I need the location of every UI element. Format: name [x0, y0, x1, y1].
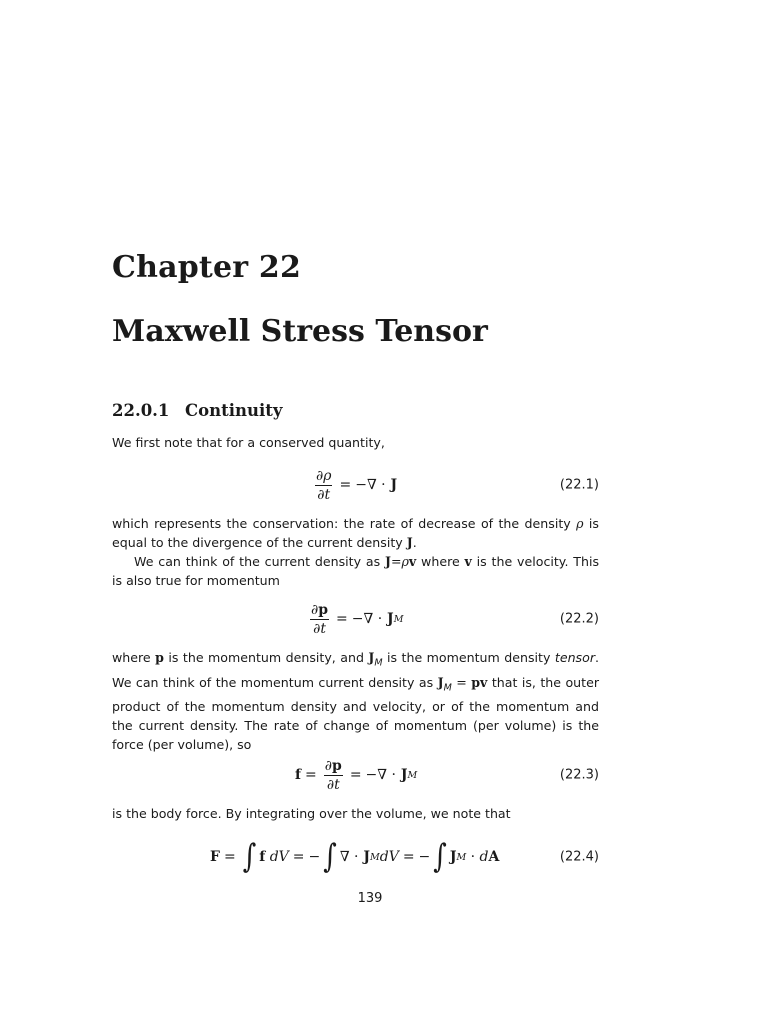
paragraph-body-force: is the body force. By integrating over the volume, we note that [112, 806, 511, 821]
equation-number: (22.1) [559, 477, 599, 493]
integral-sign: ∫ [433, 838, 447, 876]
equation-22-2 [112, 598, 599, 640]
paragraph-current-density: We can think of the current density as J=ρv where v is the velocity. This is also true for momentum [112, 554, 600, 588]
section-number: 22.0.1 [112, 401, 170, 420]
equation-body: $\frac{\partial\rho}{\partial t}$ = −∇ · J [316, 467, 398, 503]
chapter-label: Chapter 22 [112, 250, 302, 285]
page-number: 139 [357, 891, 383, 906]
chapter-title: Maxwell Stress Tensor [112, 314, 488, 349]
paragraph-conservation: which represents the conservation: the rate of decrease of the density ρ is equal to the divergence of the current density J. [112, 516, 599, 550]
equation-22-1 [112, 464, 599, 506]
integral-sign: ∫ [323, 838, 337, 876]
section-title: Continuity [185, 401, 283, 420]
paragraph-intro: We first note that for a conserved quantity, [112, 435, 385, 450]
equation-22-4 [112, 836, 599, 878]
paragraph-momentum: where p is the momentum density, and $J_M$ is the momentum density tensor. We can think of the momentum current density as $J_M$ = pv that is, the outer product of the momentum density and velocity, or of the momentum and the current density. The rate of change of momentum (per volume) is the force (per volume), so [112, 650, 600, 753]
equation-number: (22.2) [559, 611, 599, 627]
equation-22-3 [112, 754, 599, 796]
equation-body: f = $\frac{\partial p}{\partial t}$ = −∇ · J M [295, 757, 418, 793]
equation-number: (22.4) [559, 849, 599, 865]
equation-number: (22.3) [559, 767, 599, 783]
section-heading [112, 401, 283, 420]
equation-body: F = ∫ f dV = − ∫ ∇ · J M dV = − ∫ J M · d A [210, 838, 500, 876]
fraction: $\frac{\partial\rho}{\partial t}$ [316, 467, 332, 503]
integral-sign: ∫ [242, 838, 257, 876]
fraction: $\frac{\partial p}{\partial t}$ [311, 601, 329, 637]
equation-body: $\frac{\partial p}{\partial t}$ = −∇ · J M [311, 601, 404, 637]
fraction: $\frac{\partial p}{\partial t}$ [324, 757, 342, 793]
